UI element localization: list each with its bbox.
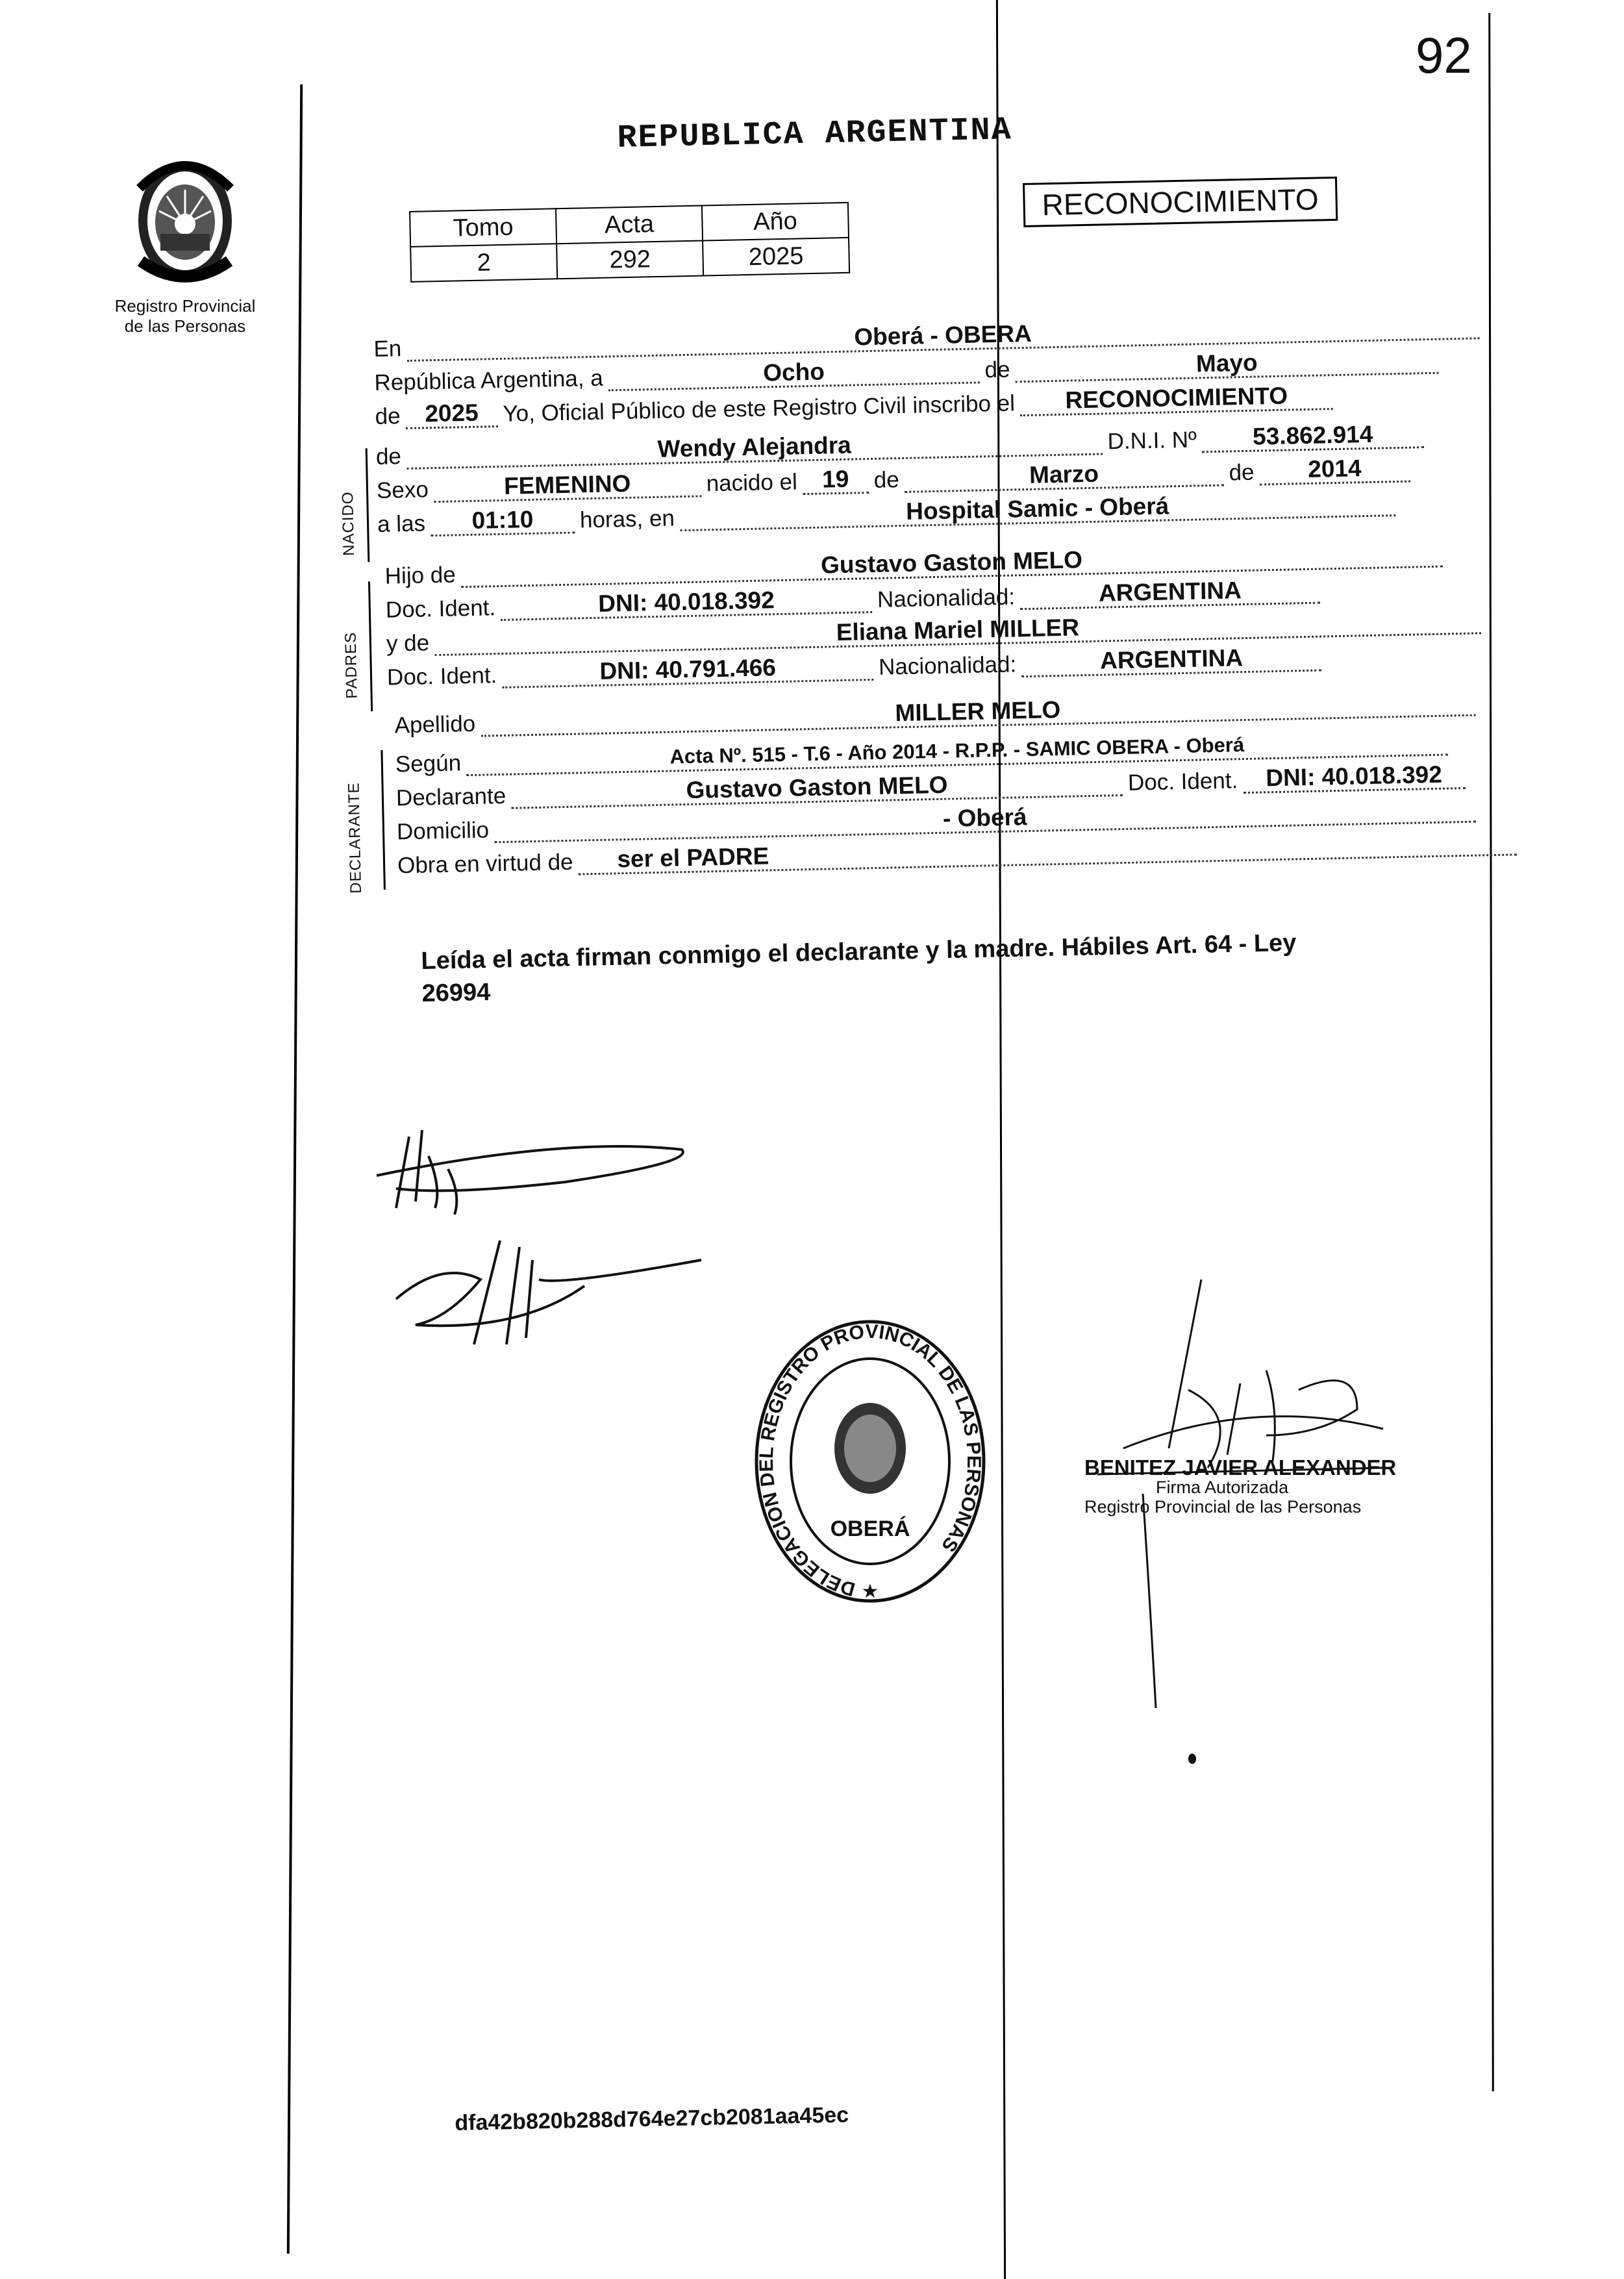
father-doc-value: DNI: 40.018.392 [501, 585, 873, 621]
dni-label: D.N.I. Nº [1107, 427, 1197, 455]
born-dni-value: 53.862.914 [1201, 420, 1424, 453]
table-value-acta: 292 [556, 241, 703, 279]
ink-dot [1188, 1754, 1196, 1764]
born-de-label: de [375, 444, 402, 470]
mother-nationality-value: ARGENTINA [1021, 644, 1322, 678]
provincial-logo [97, 149, 273, 336]
declarant-doc-value: DNI: 40.018.392 [1243, 761, 1466, 794]
declarant-section-label: DECLARANTE [345, 782, 366, 894]
mother-doc-label: Doc. Ident. [386, 662, 497, 690]
registry-stamp [747, 1312, 993, 1614]
closing-text [421, 922, 1493, 1010]
stamp-city: OBERÁ [830, 1517, 910, 1541]
country-title: REPUBLICA ARGENTINA [617, 112, 1013, 157]
birth-time-value: 01:10 [431, 506, 575, 537]
hijo-label: Hijo de [384, 562, 456, 589]
nacido-label: nacido el [706, 469, 798, 497]
born-section-bar [366, 448, 370, 562]
registry-name [97, 296, 273, 336]
de-label-2: de [375, 403, 401, 429]
yde-label: y de [386, 630, 430, 657]
mother-name-value: Eliana Mariel MILLER [434, 606, 1482, 656]
right-border-line [1488, 13, 1494, 2091]
officer-institution: Registro Provincial de las Personas [1084, 1497, 1362, 1517]
table-header-ano: Año [702, 203, 849, 241]
mother-doc-value: DNI: 40.791.466 [502, 653, 874, 688]
table-value-ano: 2025 [703, 238, 849, 276]
table-header-tomo: Tomo [410, 208, 556, 247]
officer-title: Firma Autorizada [1156, 1478, 1289, 1497]
surname-value: MILLER MELO [481, 688, 1476, 737]
mother-signature [390, 1221, 727, 1351]
de-label: de [984, 357, 1010, 383]
father-nationality-value: ARGENTINA [1020, 576, 1321, 611]
declarant-name-value: Gustavo Gaston MELO [511, 768, 1123, 809]
reference-table [409, 202, 850, 283]
alas-label: a las [377, 510, 426, 537]
republica-label: República Argentina, a [374, 365, 604, 396]
birth-de-label-2: de [1229, 459, 1255, 486]
birth-place-value: Hospital Samic - Oberá [679, 488, 1395, 531]
father-name-value: Gustavo Gaston MELO [460, 540, 1443, 588]
declarant-signature [370, 1098, 708, 1228]
stamp-star-icon: ★ [861, 1581, 879, 1602]
segun-value: Acta Nº. 515 - T.6 - Año 2014 - R.P.P. - SAMIC OBERA - Oberá [466, 727, 1449, 776]
declarante-label: Declarante [395, 783, 506, 811]
declarant-section-bar [381, 750, 386, 890]
place-value: Oberá - OBERA [406, 311, 1480, 362]
sexo-label: Sexo [376, 477, 429, 503]
born-section-label: NACIDO [339, 491, 358, 557]
document-hash: dfa42b820b288d764e27cb2081aa45ec [455, 2102, 849, 2135]
mother-nationality-label: Nacionalidad: [878, 651, 1017, 680]
segun-label: Según [395, 750, 462, 777]
month-value: Mayo [1015, 346, 1439, 383]
birth-month-value: Marzo [904, 459, 1224, 493]
reason-value: ser el PADRE [578, 827, 1518, 875]
act-form [339, 310, 1516, 894]
year-value: 2025 [405, 399, 498, 429]
page-number: 92 [1416, 27, 1472, 84]
table-value-tomo: 2 [410, 244, 557, 282]
surname-label: Apellido [394, 711, 476, 738]
born-name-value: Wendy Alejandra [406, 427, 1103, 470]
birth-day-value: 19 [802, 466, 869, 495]
table-header-acta: Acta [556, 206, 703, 244]
declarant-doc-label: Doc. Ident. [1127, 768, 1238, 796]
misiones-seal-icon [120, 149, 250, 292]
closing-text-line1: Leída el acta firman conmigo el declarante y la madre. Hábiles Art. 64 - Ley [421, 929, 1297, 975]
father-doc-label: Doc. Ident. [385, 595, 496, 623]
stamp-icon [747, 1312, 993, 1611]
registry-name-line1: Registro Provincial [114, 296, 256, 316]
left-border-line [287, 84, 303, 2254]
birth-de-label: de [873, 467, 900, 493]
domicilio-label: Domicilio [396, 817, 490, 845]
father-nationality-label: Nacionalidad: [877, 584, 1016, 612]
officer-caption [1084, 1455, 1397, 1517]
address-value: - Oberá [494, 795, 1477, 844]
document-type-box: RECONOCIMIENTO [1023, 177, 1338, 227]
birth-year-value: 2014 [1259, 455, 1410, 486]
officer-name: BENITEZ JAVIER ALEXANDER [1084, 1455, 1397, 1479]
stamp-ring-text: DELEGACION DEL REGISTRO PROVINCIAL DE LAS PERSONAS [755, 1320, 985, 1600]
act-type-value: RECONOCIMIENTO [1019, 382, 1333, 416]
parents-section-label: PADRES [342, 631, 361, 699]
parents-section-bar [368, 581, 373, 711]
horas-label: horas, en [579, 505, 675, 533]
closing-text-line2: 26994 [421, 978, 491, 1007]
obra-label: Obra en virtud de [397, 849, 573, 879]
en-label: En [373, 336, 402, 362]
day-value: Ocho [608, 355, 980, 391]
inscribo-label: Yo, Oficial Público de este Registro Civil inscribo el [503, 390, 1016, 427]
registry-name-line2: de las Personas [124, 316, 246, 336]
sex-value: FEMENINO [433, 469, 701, 503]
